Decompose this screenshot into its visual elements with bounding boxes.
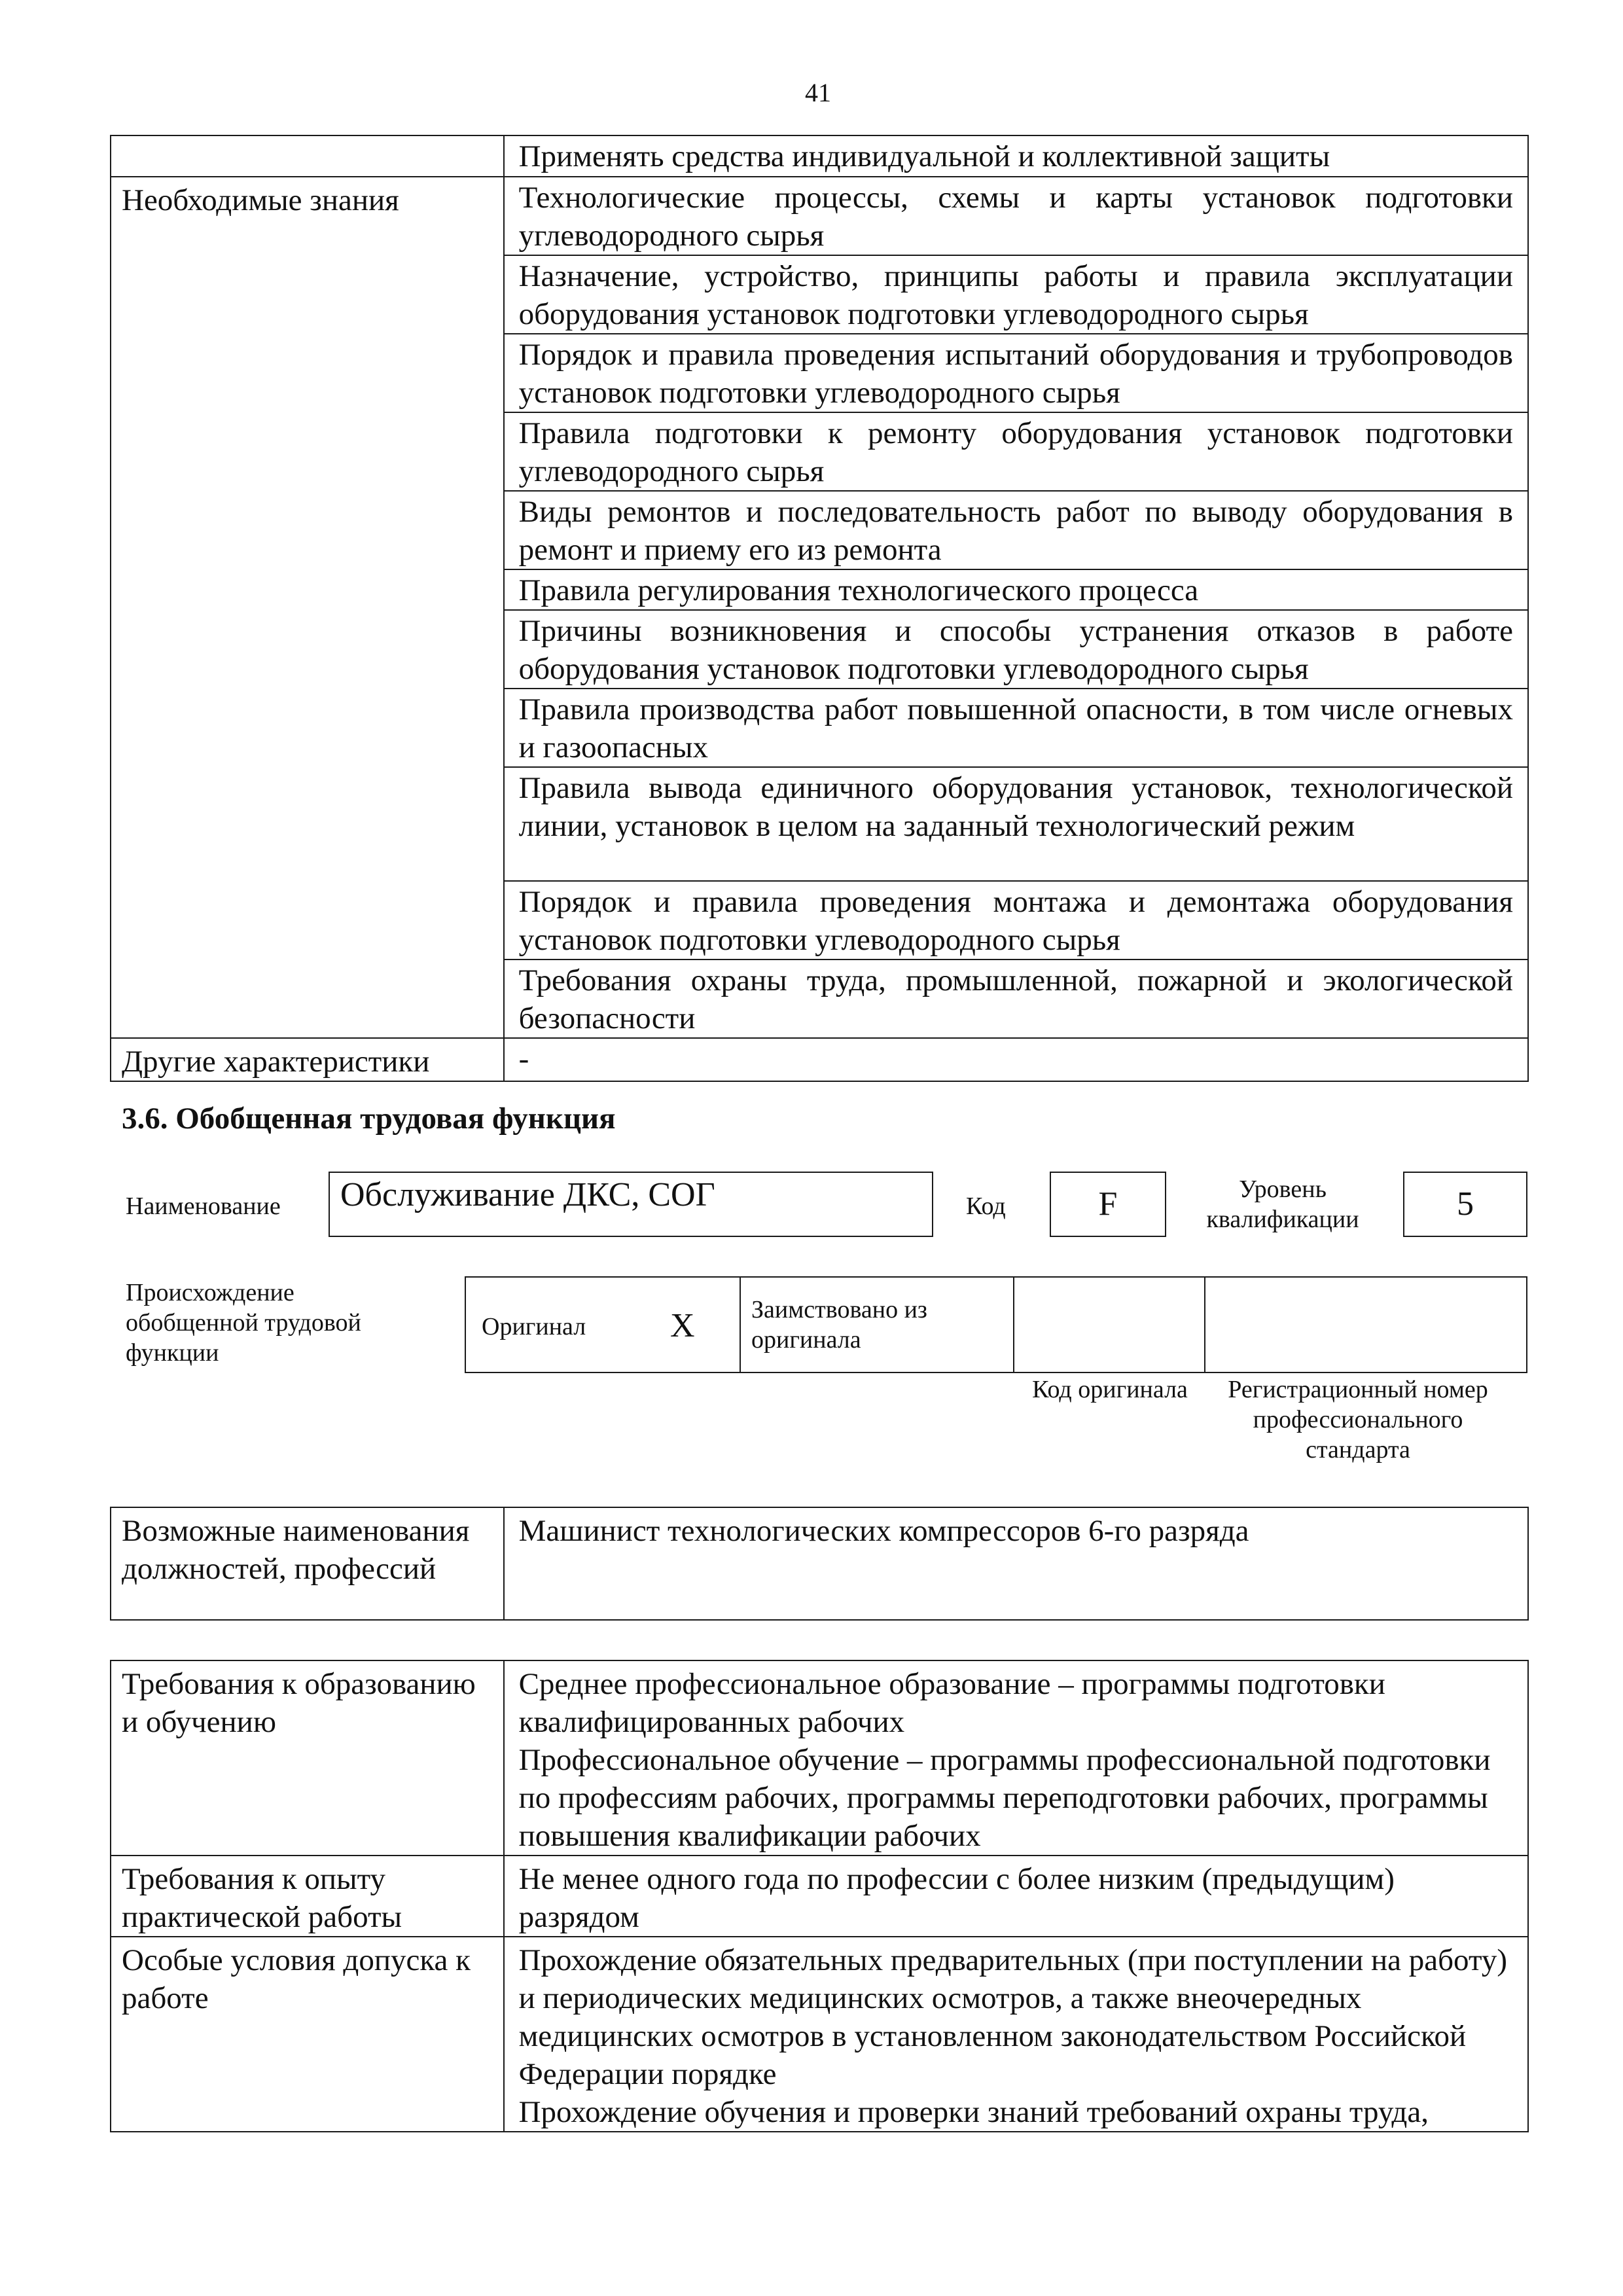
education-line: Среднее профессиональное образование – программы подготовки квалифицированных рабочих xyxy=(518,1667,1385,1739)
code-label: Код xyxy=(966,1193,1006,1220)
protection-skill-cell: Применять средства индивидуальной и коллективной защиты xyxy=(504,135,1528,177)
knowledge-item: Виды ремонтов и последовательность работ по выводу оборудования в ремонт и приему его из ремонта xyxy=(504,491,1528,569)
experience-value: Не менее одного года по профессии с более низким (предыдущим) разрядом xyxy=(504,1856,1528,1937)
table-row xyxy=(111,177,1528,255)
other-characteristics-value: - xyxy=(504,1038,1528,1081)
admission-line: Прохождение обучения и проверки знаний требований охраны труда, xyxy=(518,2095,1429,2129)
original-mark: X xyxy=(670,1307,695,1344)
knowledge-item: Правила регулирования технологического процесса xyxy=(504,569,1528,610)
knowledge-item: Причины возникновения и способы устранения отказов в работе оборудования установок подготовки углеводородного сырья xyxy=(504,610,1528,689)
divider xyxy=(740,1278,741,1372)
other-characteristics-label: Другие характеристики xyxy=(111,1038,504,1081)
level-label-line1: Уровень xyxy=(1239,1175,1327,1203)
empty-cell xyxy=(111,135,504,177)
admission-value xyxy=(504,1937,1528,2132)
positions-table xyxy=(110,1507,1529,1621)
code-value-box xyxy=(1050,1172,1166,1237)
reg-number-caption: Регистрационный номер профессионального стандарта xyxy=(1228,1376,1488,1463)
code-original-caption: Код оригинала xyxy=(1032,1376,1188,1403)
knowledge-item: Порядок и правила проведения монтажа и демонтажа оборудования установок подготовки углеводородного сырья xyxy=(504,881,1528,960)
level-value-box xyxy=(1403,1172,1527,1237)
knowledge-item: Назначение, устройство, принципы работы и правила эксплуатации оборудования установок подготовки углеводородного сырья xyxy=(504,255,1528,334)
origin-label: Происхождение обобщенной трудовой функции xyxy=(126,1279,361,1367)
requirements-table xyxy=(110,1660,1529,2132)
knowledge-item: Порядок и правила проведения испытаний оборудования и трубопроводов установок подготовки углеводородного сырья xyxy=(504,334,1528,412)
knowledge-label: Необходимые знания xyxy=(111,177,504,1038)
origin-box xyxy=(465,1276,1527,1373)
name-value: Обслуживание ДКС, СОГ xyxy=(340,1176,715,1213)
knowledge-item: Технологические процессы, схемы и карты установок подготовки углеводородного сырья xyxy=(504,177,1528,255)
experience-label: Требования к опыту практической работы xyxy=(111,1856,504,1937)
positions-label: Возможные наименования должностей, профессий xyxy=(111,1507,504,1620)
table-row xyxy=(111,1856,1528,1937)
original-label: Оригинал xyxy=(482,1313,586,1340)
name-label: Наименование xyxy=(126,1193,281,1220)
level-value: 5 xyxy=(1457,1185,1474,1223)
name-value-box xyxy=(329,1172,933,1237)
knowledge-item: Правила производства работ повышенной опасности, в том числе огневых и газоопасных xyxy=(504,689,1528,767)
table-row xyxy=(111,1660,1528,1856)
education-value xyxy=(504,1660,1528,1856)
level-label-line2: квалификации xyxy=(1206,1206,1359,1233)
table-row xyxy=(111,1937,1528,2132)
table-row xyxy=(111,1038,1528,1081)
knowledge-table xyxy=(110,135,1529,1082)
level-label xyxy=(1185,1174,1381,1234)
section-heading: 3.6. Обобщенная трудовая функция xyxy=(122,1102,616,1136)
admission-line: Прохождение обязательных предварительных (при поступлении на работу) и периодических медицинских осмотров, а также внеочередных медицинских осмотров в установленном законодательством Российской Федерации порядке xyxy=(518,1943,1508,2091)
code-value: F xyxy=(1098,1185,1118,1223)
page-number: 41 xyxy=(805,78,831,107)
divider xyxy=(1204,1278,1205,1372)
knowledge-item: Правила подготовки к ремонту оборудования установок подготовки углеводородного сырья xyxy=(504,412,1528,491)
table-row xyxy=(111,1507,1528,1620)
table-row xyxy=(111,135,1528,177)
education-label: Требования к образованию и обучению xyxy=(111,1660,504,1856)
knowledge-item: Требования охраны труда, промышленной, пожарной и экологической безопасности xyxy=(504,960,1528,1038)
divider xyxy=(1013,1278,1014,1372)
knowledge-item: Правила вывода единичного оборудования установок, технологической линии, установок в целом на заданный технологический режим xyxy=(504,767,1528,881)
admission-label: Особые условия допуска к работе xyxy=(111,1937,504,2132)
education-line: Профессиональное обучение – программы профессиональной подготовки по профессиям рабочих, программы переподготовки рабочих, программы повышения квалификации рабочих xyxy=(518,1743,1491,1853)
borrowed-label: Заимствовано из оригинала xyxy=(751,1296,927,1354)
positions-value: Машинист технологических компрессоров 6-го разряда xyxy=(504,1507,1528,1620)
